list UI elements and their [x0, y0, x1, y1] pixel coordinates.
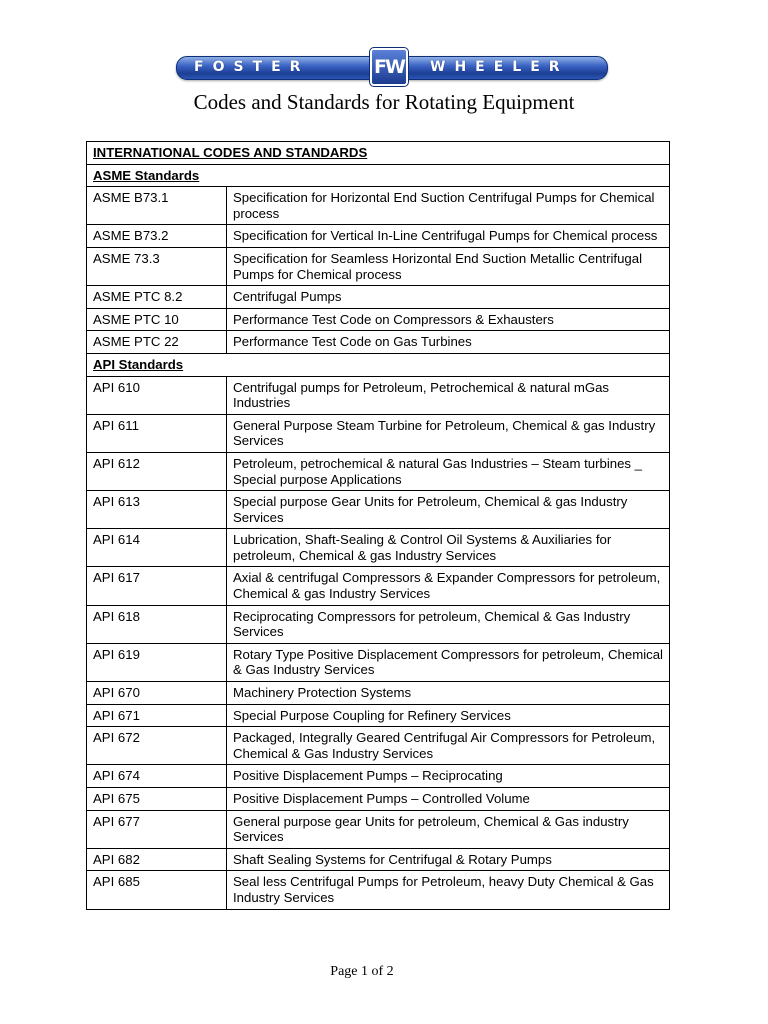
table-row: [87, 682, 670, 705]
standard-description: Positive Displacement Pumps – Reciprocating: [227, 765, 670, 788]
standard-description: General Purpose Steam Turbine for Petroleum, Chemical & gas Industry Services: [227, 414, 670, 452]
table-row: [87, 529, 670, 567]
company-logo: [170, 46, 612, 90]
table-row: [87, 788, 670, 811]
standard-description: Centrifugal Pumps: [227, 286, 670, 309]
standard-code: API 619: [87, 643, 227, 681]
standard-description: Performance Test Code on Gas Turbines: [227, 331, 670, 354]
standard-code: ASME B73.1: [87, 187, 227, 225]
table-row: [87, 567, 670, 605]
standards-table: [86, 141, 670, 910]
section-row: [87, 164, 670, 187]
standard-code: API 612: [87, 452, 227, 490]
standard-code: API 613: [87, 491, 227, 529]
table-row: [87, 848, 670, 871]
page-number: Page 1 of 2: [330, 964, 394, 979]
table-row: [87, 871, 670, 909]
standard-code: ASME PTC 22: [87, 331, 227, 354]
standard-code: API 670: [87, 682, 227, 705]
standard-code: API 672: [87, 727, 227, 765]
standard-code: ASME B73.2: [87, 225, 227, 248]
standard-code: API 675: [87, 788, 227, 811]
standard-code: ASME 73.3: [87, 247, 227, 285]
standard-description: Centrifugal pumps for Petroleum, Petrochemical & natural mGas Industries: [227, 376, 670, 414]
table-row: [87, 491, 670, 529]
standard-description: Reciprocating Compressors for petroleum, Chemical & Gas Industry Services: [227, 605, 670, 643]
standard-description: Rotary Type Positive Displacement Compressors for petroleum, Chemical & Gas Industry Services: [227, 643, 670, 681]
table-row: [87, 765, 670, 788]
standard-code: API 617: [87, 567, 227, 605]
standards-table-body: [87, 142, 670, 910]
standard-code: API 677: [87, 810, 227, 848]
standard-description: Special Purpose Coupling for Refinery Services: [227, 704, 670, 727]
standard-code: API 610: [87, 376, 227, 414]
logo-word-wheeler: WHEELER: [430, 59, 569, 75]
table-row: [87, 727, 670, 765]
standard-code: API 618: [87, 605, 227, 643]
table-row: [87, 331, 670, 354]
standard-code: API 611: [87, 414, 227, 452]
table-row: [87, 810, 670, 848]
standard-description: Specification for Horizontal End Suction Centrifugal Pumps for Chemical process: [227, 187, 670, 225]
table-row: [87, 414, 670, 452]
table-row: [87, 605, 670, 643]
table-row: [87, 308, 670, 331]
standard-code: API 682: [87, 848, 227, 871]
standard-description: Machinery Protection Systems: [227, 682, 670, 705]
standard-description: Performance Test Code on Compressors & Exhausters: [227, 308, 670, 331]
standard-description: Positive Displacement Pumps – Controlled Volume: [227, 788, 670, 811]
table-heading-row: [87, 142, 670, 165]
logo-emblem-icon: FW: [370, 48, 408, 86]
standard-code: API 674: [87, 765, 227, 788]
section-heading: ASME Standards: [87, 164, 670, 187]
table-row: [87, 452, 670, 490]
standard-code: API 685: [87, 871, 227, 909]
section-row: [87, 353, 670, 376]
document-title: Codes and Standards for Rotating Equipment: [193, 90, 575, 114]
standard-description: Special purpose Gear Units for Petroleum, Chemical & gas Industry Services: [227, 491, 670, 529]
standard-description: Packaged, Integrally Geared Centrifugal Air Compressors for Petroleum, Chemical & Gas Industry Services: [227, 727, 670, 765]
table-row: [87, 187, 670, 225]
section-heading: API Standards: [87, 353, 670, 376]
standard-code: ASME PTC 8.2: [87, 286, 227, 309]
table-row: [87, 247, 670, 285]
standard-description: Axial & centrifugal Compressors & Expander Compressors for petroleum, Chemical & gas Industry Services: [227, 567, 670, 605]
logo-word-foster: FOSTER: [194, 59, 310, 75]
standard-code: API 671: [87, 704, 227, 727]
standard-description: General purpose gear Units for petroleum, Chemical & Gas industry Services: [227, 810, 670, 848]
standard-description: Seal less Centrifugal Pumps for Petroleum, heavy Duty Chemical & Gas Industry Services: [227, 871, 670, 909]
standard-description: Specification for Seamless Horizontal End Suction Metallic Centrifugal Pumps for Chemical process: [227, 247, 670, 285]
table-row: [87, 643, 670, 681]
standard-description: Petroleum, petrochemical & natural Gas Industries – Steam turbines _ Special purpose Applications: [227, 452, 670, 490]
standard-description: Lubrication, Shaft-Sealing & Control Oil Systems & Auxiliaries for petroleum, Chemical & gas Industry Services: [227, 529, 670, 567]
standard-code: API 614: [87, 529, 227, 567]
table-row: [87, 286, 670, 309]
table-row: [87, 704, 670, 727]
standard-code: ASME PTC 10: [87, 308, 227, 331]
table-row: [87, 225, 670, 248]
table-row: [87, 376, 670, 414]
standard-description: Shaft Sealing Systems for Centrifugal & Rotary Pumps: [227, 848, 670, 871]
table-heading: INTERNATIONAL CODES AND STANDARDS: [87, 142, 670, 165]
standard-description: Specification for Vertical In-Line Centrifugal Pumps for Chemical process: [227, 225, 670, 248]
